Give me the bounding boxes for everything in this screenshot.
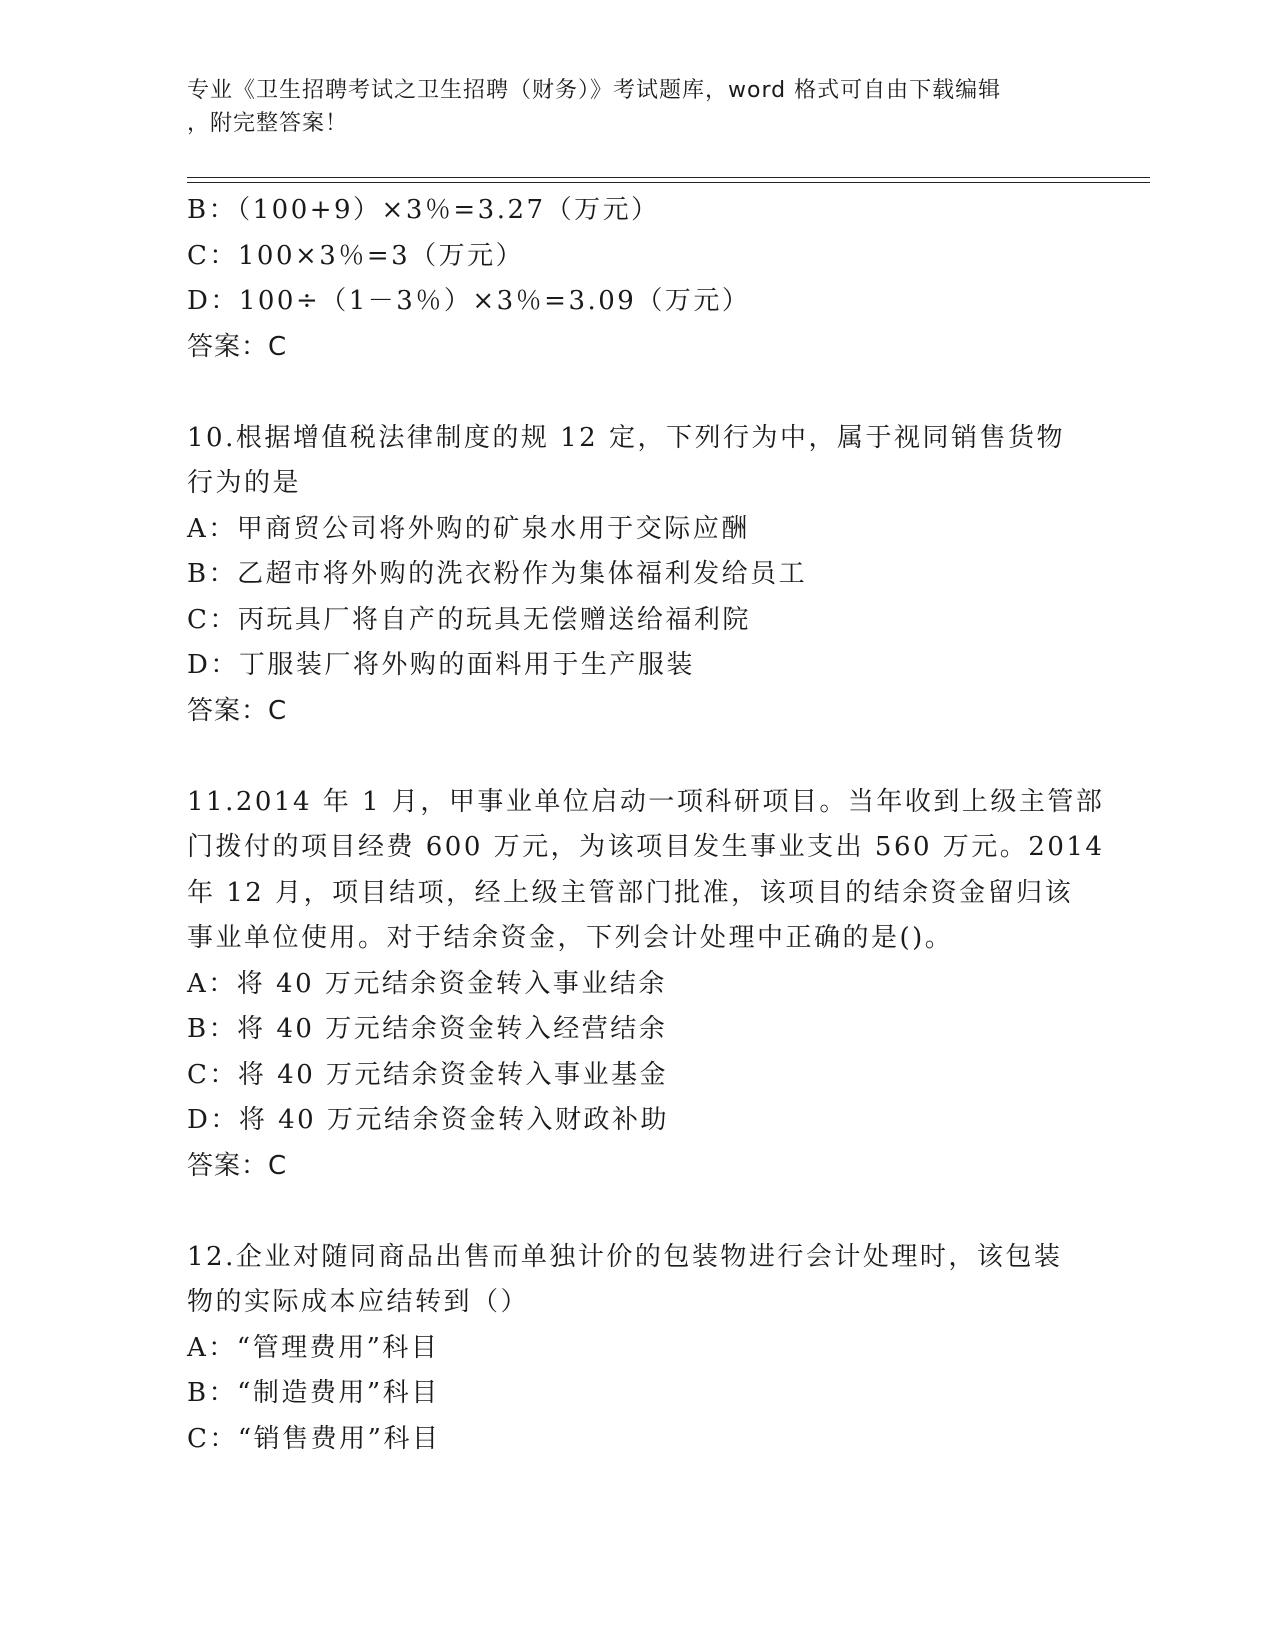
spacer [187, 370, 1087, 416]
header-line-1: 专业《卫生招聘考试之卫生招聘（财务）》考试题库，word 格式可自由下载编辑 [187, 78, 1002, 103]
q11-stem-line-1: 11.2014 年 1 月，甲事业单位启动一项科研项目。当年收到上级主管部 [187, 786, 1105, 817]
q12-option-b: B：“制造费用”科目 [187, 1378, 440, 1408]
spacer [187, 734, 1087, 780]
question-11 [187, 780, 1105, 1190]
q10-stem-line-2: 行为的是 [187, 468, 302, 498]
q10-option-c: C：丙玩具厂将自产的玩具无偿赠送给福利院 [187, 604, 751, 635]
q9-option-d: D：100÷（1－3％）×3％=3.09（万元） [187, 286, 751, 316]
q11-stem-line-4: 事业单位使用。对于结余资金，下列会计处理中正确的是()。 [187, 923, 954, 953]
header-line-2: ，附完整答案！ [187, 111, 349, 136]
q11-stem-line-2: 门拨付的项目经费 600 万元，为该项目发生事业支出 560 万元。2014 [187, 832, 1105, 862]
question-10 [187, 416, 1087, 735]
page-header [187, 74, 1067, 140]
q12-option-c: C：“销售费用”科目 [187, 1423, 441, 1454]
q10-option-b: B：乙超市将外购的洗衣粉作为集体福利发给员工 [187, 559, 808, 589]
q10-option-d: D：丁服装厂将外购的面料用于生产服装 [187, 650, 695, 680]
question-content [187, 188, 1105, 1462]
q12-option-a: A：“管理费用”科目 [187, 1332, 440, 1363]
question-9-tail [187, 188, 1087, 370]
q12-stem-line-2: 物的实际成本应结转到（） [187, 1287, 530, 1317]
q9-answer: 答案：C [187, 331, 288, 362]
header-divider-top [187, 177, 1150, 178]
q11-option-c: C：将 40 万元结余资金转入事业基金 [187, 1059, 669, 1090]
q11-answer: 答案：C [187, 1150, 288, 1181]
q11-option-d: D：将 40 万元结余资金转入财政补助 [187, 1105, 669, 1135]
q11-option-a: A：将 40 万元结余资金转入事业结余 [187, 968, 667, 999]
spacer [187, 1189, 1087, 1235]
q10-option-a: A：甲商贸公司将外购的矿泉水用于交际应酬 [187, 513, 750, 544]
q10-answer: 答案：C [187, 695, 288, 726]
q10-stem-line-1: 10.根据增值税法律制度的规 12 定，下列行为中，属于视同销售货物 [187, 422, 1065, 453]
q11-stem-line-3: 年 12 月，项目结项，经上级主管部门批准，该项目的结余资金留归该 [187, 877, 1074, 908]
q12-stem-line-1: 12.企业对随同商品出售而单独计价的包装物进行会计处理时，该包装 [187, 1241, 1063, 1272]
q9-option-c: C：100×3％=3（万元） [187, 240, 525, 271]
q11-option-b: B：将 40 万元结余资金转入经营结余 [187, 1014, 668, 1044]
question-12 [187, 1235, 1087, 1463]
q9-option-b: B：（100+9）×3％=3.27（万元） [187, 195, 660, 225]
header-divider-bottom [187, 182, 1150, 183]
